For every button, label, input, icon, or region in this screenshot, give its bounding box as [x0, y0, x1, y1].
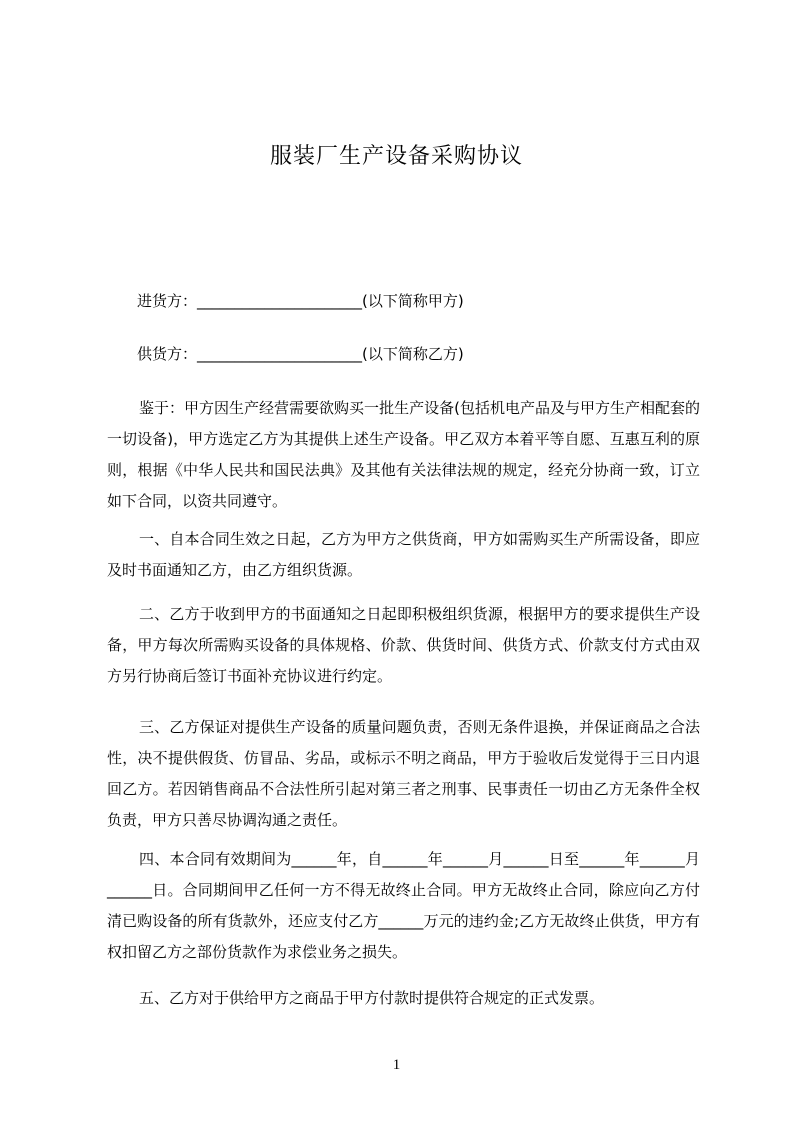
page-number: 1	[392, 1057, 401, 1073]
preamble-paragraph: 鉴于：甲方因生产经营需要欲购买一批生产设备(包括机电产品及与甲方生产相配套的一切设备)，甲方选定乙方为其提供上述生产设备。甲乙双方本着平等自愿、互惠互利的原则，根据《中华人民共和国民法典》及其他有关法律法规的规定，经充分协商一致，订立如下合同，以资共同遵守。	[107, 399, 700, 510]
document-title: 服装厂生产设备采购协议	[269, 144, 523, 169]
clause-2-paragraph: 二、乙方于收到甲方的书面通知之日起即积极组织货源，根据甲方的要求提供生产设备，甲方每次所需购买设备的具体规格、价款、供货时间、供货方式、价款支付方式由双方另行协商后签订书面补充协议进行约定。	[107, 605, 700, 685]
clause-4-paragraph: 四、本合同有效期间为______年，自______年______月______日至______年______月______日。合同期间甲乙任何一方不得无故终止合同。甲方无故终止合同，除应向乙方付清已购设备的所有货款外，还应支付乙方______万元的违约金;乙方无故终止供货，甲方有权扣留乙方之部份货款作为求偿业务之损失。	[107, 850, 700, 961]
clause-3-paragraph: 三、乙方保证对提供生产设备的质量问题负责，否则无条件退换，并保证商品之合法性，决不提供假货、仿冒品、劣品，或标示不明之商品，甲方于验收后发觉得于三日内退回乙方。若因销售商品不合法性所引起对第三者之刑事、民事责任一切由乙方无条件全权负责，甲方只善尽协调沟通之责任。	[107, 718, 700, 829]
buyer-field: 进货方：______________________(以下简称甲方)	[137, 292, 464, 310]
clause-1-paragraph: 一、自本合同生效之日起，乙方为甲方之供货商，甲方如需购买生产所需设备，即应及时书面通知乙方，由乙方组织货源。	[107, 530, 700, 579]
clause-5-paragraph: 五、乙方对于供给甲方之商品于甲方付款时提供符合规定的正式发票。	[139, 989, 605, 1007]
supplier-field: 供货方：______________________(以下简称乙方)	[137, 345, 464, 363]
